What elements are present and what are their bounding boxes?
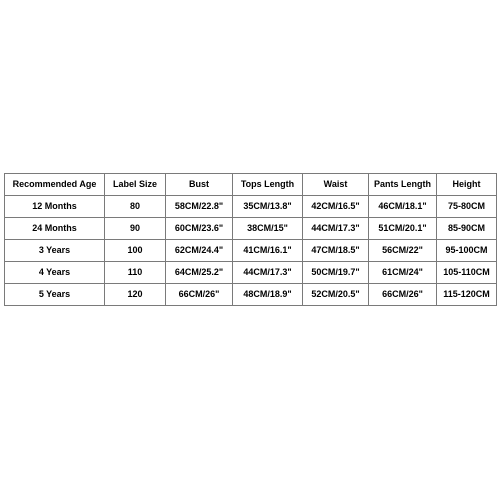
cell-height: 95-100CM	[437, 240, 497, 262]
cell-label-size: 90	[105, 218, 166, 240]
header-waist: Waist	[303, 174, 369, 196]
cell-bust: 66CM/26"	[166, 284, 233, 306]
header-tops-length: Tops Length	[233, 174, 303, 196]
cell-label-size: 120	[105, 284, 166, 306]
cell-pants-length: 61CM/24"	[369, 262, 437, 284]
cell-age: 24 Months	[5, 218, 105, 240]
cell-age: 12 Months	[5, 196, 105, 218]
cell-waist: 44CM/17.3"	[303, 218, 369, 240]
cell-age: 4 Years	[5, 262, 105, 284]
cell-tops-length: 38CM/15"	[233, 218, 303, 240]
cell-pants-length: 66CM/26"	[369, 284, 437, 306]
cell-bust: 58CM/22.8"	[166, 196, 233, 218]
cell-label-size: 110	[105, 262, 166, 284]
cell-pants-length: 51CM/20.1"	[369, 218, 437, 240]
header-height: Height	[437, 174, 497, 196]
cell-label-size: 100	[105, 240, 166, 262]
cell-tops-length: 48CM/18.9"	[233, 284, 303, 306]
cell-age: 5 Years	[5, 284, 105, 306]
size-chart-table	[4, 173, 497, 306]
header-recommended-age: Recommended Age	[5, 174, 105, 196]
table-row	[5, 284, 497, 306]
cell-tops-length: 35CM/13.8"	[233, 196, 303, 218]
header-bust: Bust	[166, 174, 233, 196]
cell-height: 115-120CM	[437, 284, 497, 306]
cell-tops-length: 44CM/17.3"	[233, 262, 303, 284]
header-label-size: Label Size	[105, 174, 166, 196]
cell-pants-length: 46CM/18.1"	[369, 196, 437, 218]
table-row	[5, 262, 497, 284]
table-row	[5, 240, 497, 262]
cell-tops-length: 41CM/16.1"	[233, 240, 303, 262]
cell-label-size: 80	[105, 196, 166, 218]
cell-pants-length: 56CM/22"	[369, 240, 437, 262]
header-row	[5, 174, 497, 196]
cell-waist: 52CM/20.5"	[303, 284, 369, 306]
cell-height: 75-80CM	[437, 196, 497, 218]
table-row	[5, 218, 497, 240]
table-row	[5, 196, 497, 218]
cell-bust: 62CM/24.4"	[166, 240, 233, 262]
cell-waist: 47CM/18.5"	[303, 240, 369, 262]
cell-height: 85-90CM	[437, 218, 497, 240]
cell-height: 105-110CM	[437, 262, 497, 284]
cell-bust: 60CM/23.6"	[166, 218, 233, 240]
cell-bust: 64CM/25.2"	[166, 262, 233, 284]
cell-waist: 50CM/19.7"	[303, 262, 369, 284]
cell-age: 3 Years	[5, 240, 105, 262]
cell-waist: 42CM/16.5"	[303, 196, 369, 218]
header-pants-length: Pants Length	[369, 174, 437, 196]
